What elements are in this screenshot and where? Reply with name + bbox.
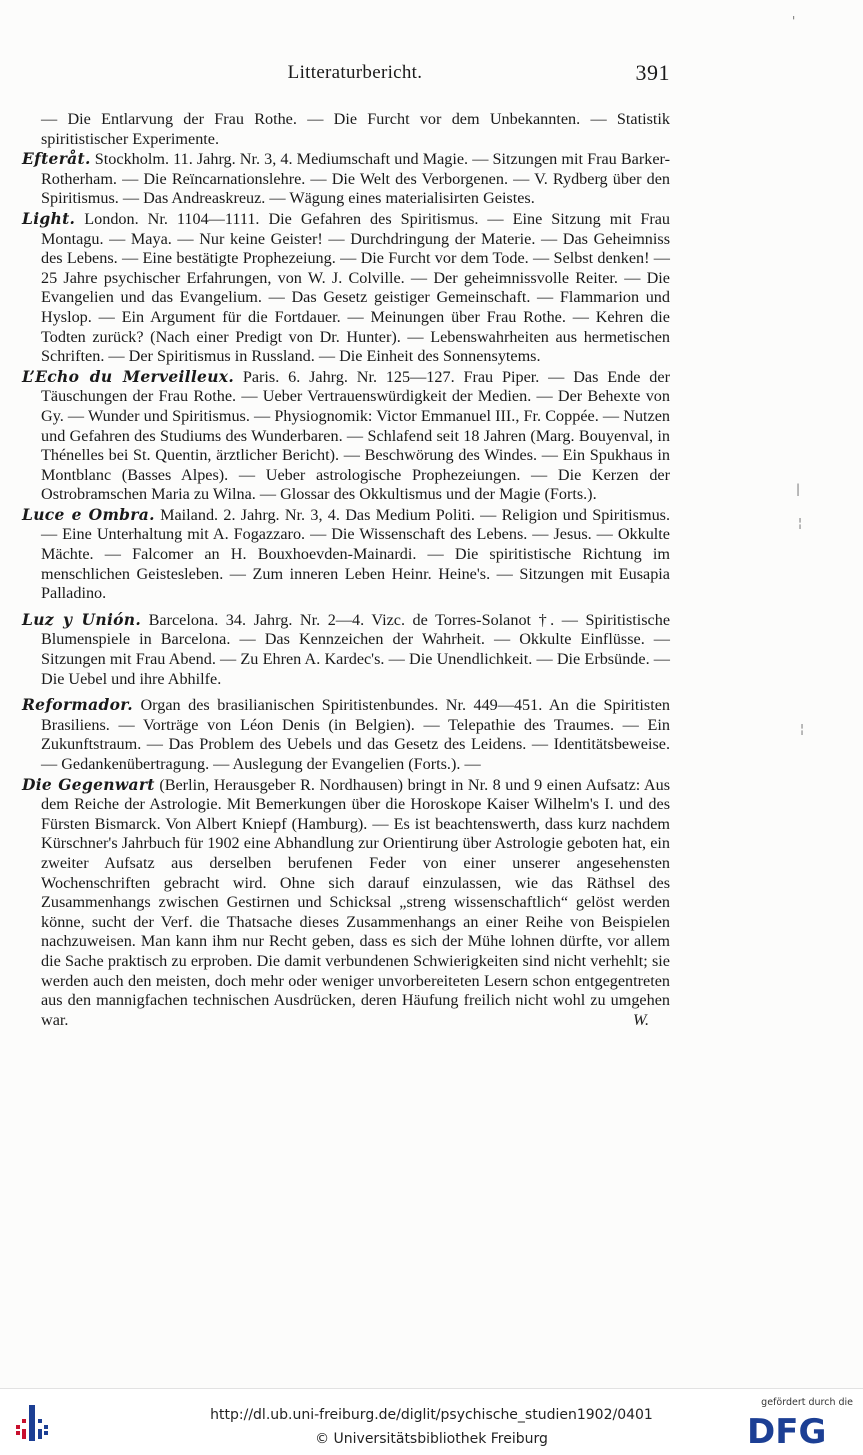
- journal-title: Die Gegenwart: [22, 774, 155, 794]
- margin-speck: ¦: [800, 722, 805, 736]
- entry-text: Paris. 6. Jahrg. Nr. 125—127. Frau Piper. — Das Ende der Täuschungen der Frau Rothe. — Ueber Vertrauenswürdigkeit der Medien. — Der Behexte von Gy. — Wunder und Spiritismus. — Physiognomik: Victor Emmanuel III., Fr. Coppée. — Nutzen und Gefahren des Studiums des Wunderbaren. — Schlafend seit 18 Jahren (Marg. Bouyenval, in Thénelles bei St. Quentin, ärztlicher Bericht). — Beschwörung des Windes. — Ein Spukhaus in Montblanc (Basses Alpes). — Ueber astrologische Prophezeiungen. — Die Kerzen der Ostrobramschen Maria zu Wilna. — Glossar des Okkultismus und der Magie (Forts.).: [41, 367, 670, 504]
- entry-continuation: [22, 110, 670, 149]
- running-title: Litteraturbericht.: [287, 62, 423, 83]
- entry-text: Mailand. 2. Jahrg. Nr. 3, 4. Das Medium Politi. — Religion und Spiritismus. — Eine Unterhaltung mit A. Fogazzaro. — Die Wissenschaft des Lebens. — Jesus. — Okkulte Mächte. — Falcomer an H. Bouxhoevden-Mainardi. — Die spiritistische Richtung im menschlichen Geistesleben. — Zum inneren Leben Heinr. Heine's. — Sitzungen mit Eusapia Palladino.: [41, 505, 671, 603]
- entry-text: Barcelona. 34. Jahrg. Nr. 2—4. Vizc. de Torres-Solanot †. — Spiritistische Blumenspiele in Barcelona. — Das Kennzeichen der Wahrheit. — Okkulte Einflüsse. — Sitzungen mit Frau Abend. — Zu Ehren A. Kardec's. — Die Unendlichkeit. — Die Erbsünde. — Die Uebel und ihre Abhilfe.: [41, 610, 671, 688]
- entry-text: (Berlin, Herausgeber R. Nordhausen) bringt in Nr. 8 und 9 einen Aufsatz: Aus dem Reiche der Astrologie. Mit Bemerkungen über die Horoskope Kaiser Wilhelm's I. und des Fürsten Bismarck. Von Albert Kniepf (Hamburg). — Es ist beachtenswerth, dass kurz nachdem Kürschner's Jahrbuch für 1902 eine Abhandlung zur Orientirung über Astrologie geboten hat, ein zweiter Aufsatz aus derselben berufenen Feder von einer unserer angesehensten Wochenschriften gebracht wird. Ohne sich darauf einzulassen, wie das Räthsel des Zusammenhangs zwischen Gestirnen und Schicksal „streng wissenschaftlich“ gelöst werden könne, sucht der Verf. die Thatsache dieses Zusammenhangs an einer Reihe von Beispielen nachzuweisen. Man kann ihm nur Recht geben, dass es sich der Mühe lohnen dürfte, vor allem die Sache praktisch zu erproben. Die damit verbundenen Schwierigkeiten sind nicht verhehlt; sie werden auch den meisten, doch mehr oder weniger unvorbereiteten Lesern schon entgegentreten aus den mannigfachen technischen Ausdrücken, deren Häufung freilich nicht wohl zu umgehen war.: [41, 775, 671, 1029]
- dfg-wordmark: DFG: [747, 1412, 827, 1449]
- journal-title: Reformador.: [22, 695, 133, 715]
- journal-title: Luce e Ombra.: [22, 504, 155, 524]
- article-body: [22, 110, 670, 1030]
- journal-title: Light.: [22, 208, 76, 228]
- entry-luce-e-ombra: [22, 505, 670, 604]
- entry-luz-y-union: [22, 610, 670, 689]
- entry-echo-du-merveilleux: [22, 367, 670, 505]
- source-url-link[interactable]: http://dl.ub.uni-freiburg.de/diglit/psychische_studien1902/0401: [210, 1407, 653, 1423]
- entry-reformador: [22, 695, 670, 774]
- dfg-logo: [743, 1397, 853, 1449]
- copyright-notice: © Universitätsbibliothek Freiburg: [315, 1431, 548, 1447]
- dfg-logo-icon: [743, 1411, 853, 1449]
- entry-text: Organ des brasilianischen Spiritistenbundes. Nr. 449—451. An die Spiritisten Brasiliens. — Vorträge von Léon Denis (in Belgien). — Telepathie des Traumes. — Ein Zukunftstraum. — Das Problem des Uebels und das Gesetz des Leidens. — Identitätsbeweise. — Gedankenübertragung. — Auslegung der Evangelien (Forts.). —: [41, 696, 670, 773]
- entry-efteraat: [22, 149, 670, 209]
- entry-die-gegenwart: Die Gegenwart (Berlin, Herausgeber R. Nordhausen) bringt in Nr. 8 und 9 einen Aufsatz: Aus dem Reiche der Astrologie. Mit Bemerkungen über die Horoskope Kaiser Wilhelm's I. und des Fürsten Bismarck. Von Albert Kniepf (Hamburg). — Es ist beachtenswerth, dass kurz nachdem Kürschner's Jahrbuch für 1902 eine Abhandlung zur Orientirung über Astrologie geboten hat, ein zweiter Aufsatz aus derselben berufenen Feder von einer unserer angesehensten Wochenschriften gebracht wird. Ohne sich darauf einzulassen, wie das Räthsel des Zusammenhangs zwischen Gestirnen und Schicksal „streng wissenschaftlich“ gelöst werden könne, sucht der Verf. die Thatsache dieses Zusammenhangs an einer Reihe von Beispielen nachzuweisen. Man kann ihm nur Recht geben, dass es sich der Mühe lohnen dürfte, vor allem die Sache praktisch zu erproben. Die damit verbundenen Schwierigkeiten sind nicht verhehlt; sie werden auch den meisten, doch mehr oder weniger unvorbereiteten Lesern schon entgegentreten aus den mannigfachen technischen Ausdrücken, deren Häufung freilich nicht wohl zu umgehen war. W.: [22, 774, 671, 1029]
- entry-text: Stockholm. 11. Jahrg. Nr. 3, 4. Mediumschaft und Magie. — Sitzungen mit Frau Barker-Rotherham. — Die Reïncarnationslehre. — Die Welt des Verborgenen. — V. Rydberg über den Spiritismus. — Das Andreaskreuz. — Wägung eines materialisirten Geistes.: [41, 150, 670, 208]
- dfg-caption: gefördert durch die: [761, 1397, 853, 1408]
- entry-light: [22, 209, 670, 367]
- entry-text: — Die Entlarvung der Frau Rothe. — Die Furcht vor dem Unbekannten. — Statistik spiritistischer Experimente.: [41, 110, 670, 148]
- journal-title: Efteråt.: [22, 149, 91, 169]
- margin-speck: ': [792, 14, 796, 28]
- margin-speck: ¦: [798, 516, 803, 530]
- journal-title: L’Echo du Merveilleux.: [22, 366, 235, 386]
- page-number: 391: [635, 60, 670, 85]
- page-header: [40, 60, 670, 88]
- viewer-footer: [0, 1388, 863, 1455]
- margin-speck: |: [796, 482, 801, 496]
- journal-title: Luz y Unión.: [22, 609, 142, 629]
- entry-text: London. Nr. 1104—1111. Die Gefahren des Spiritismus. — Eine Sitzung mit Frau Montagu. — Maya. — Nur keine Geister! — Durchdringung der Materie. — Das Geheimniss des Lebens. — Eine bestätigte Prophezeiung. — Die Furcht vor dem Tode. — Selbst denken! — 25 Jahre psychischer Erfahrungen, von W. J. Colville. — Der geheimnissvolle Reiter. — Die Evangelien und das Evangelium. — Das Gesetz geistiger Gemeinschaft. — Flammarion und Hyslop. — Ein Argument für die Fortdauer. — Meinungen über Frau Rothe. — Kehren die Todten zurück? (Nach einer Predigt von Dr. Hunter). — Lebenswahrheiten aus hermetischen Schriften. — Der Spiritismus in Russland. — Die Einheit des Sonnensytems.: [41, 209, 670, 366]
